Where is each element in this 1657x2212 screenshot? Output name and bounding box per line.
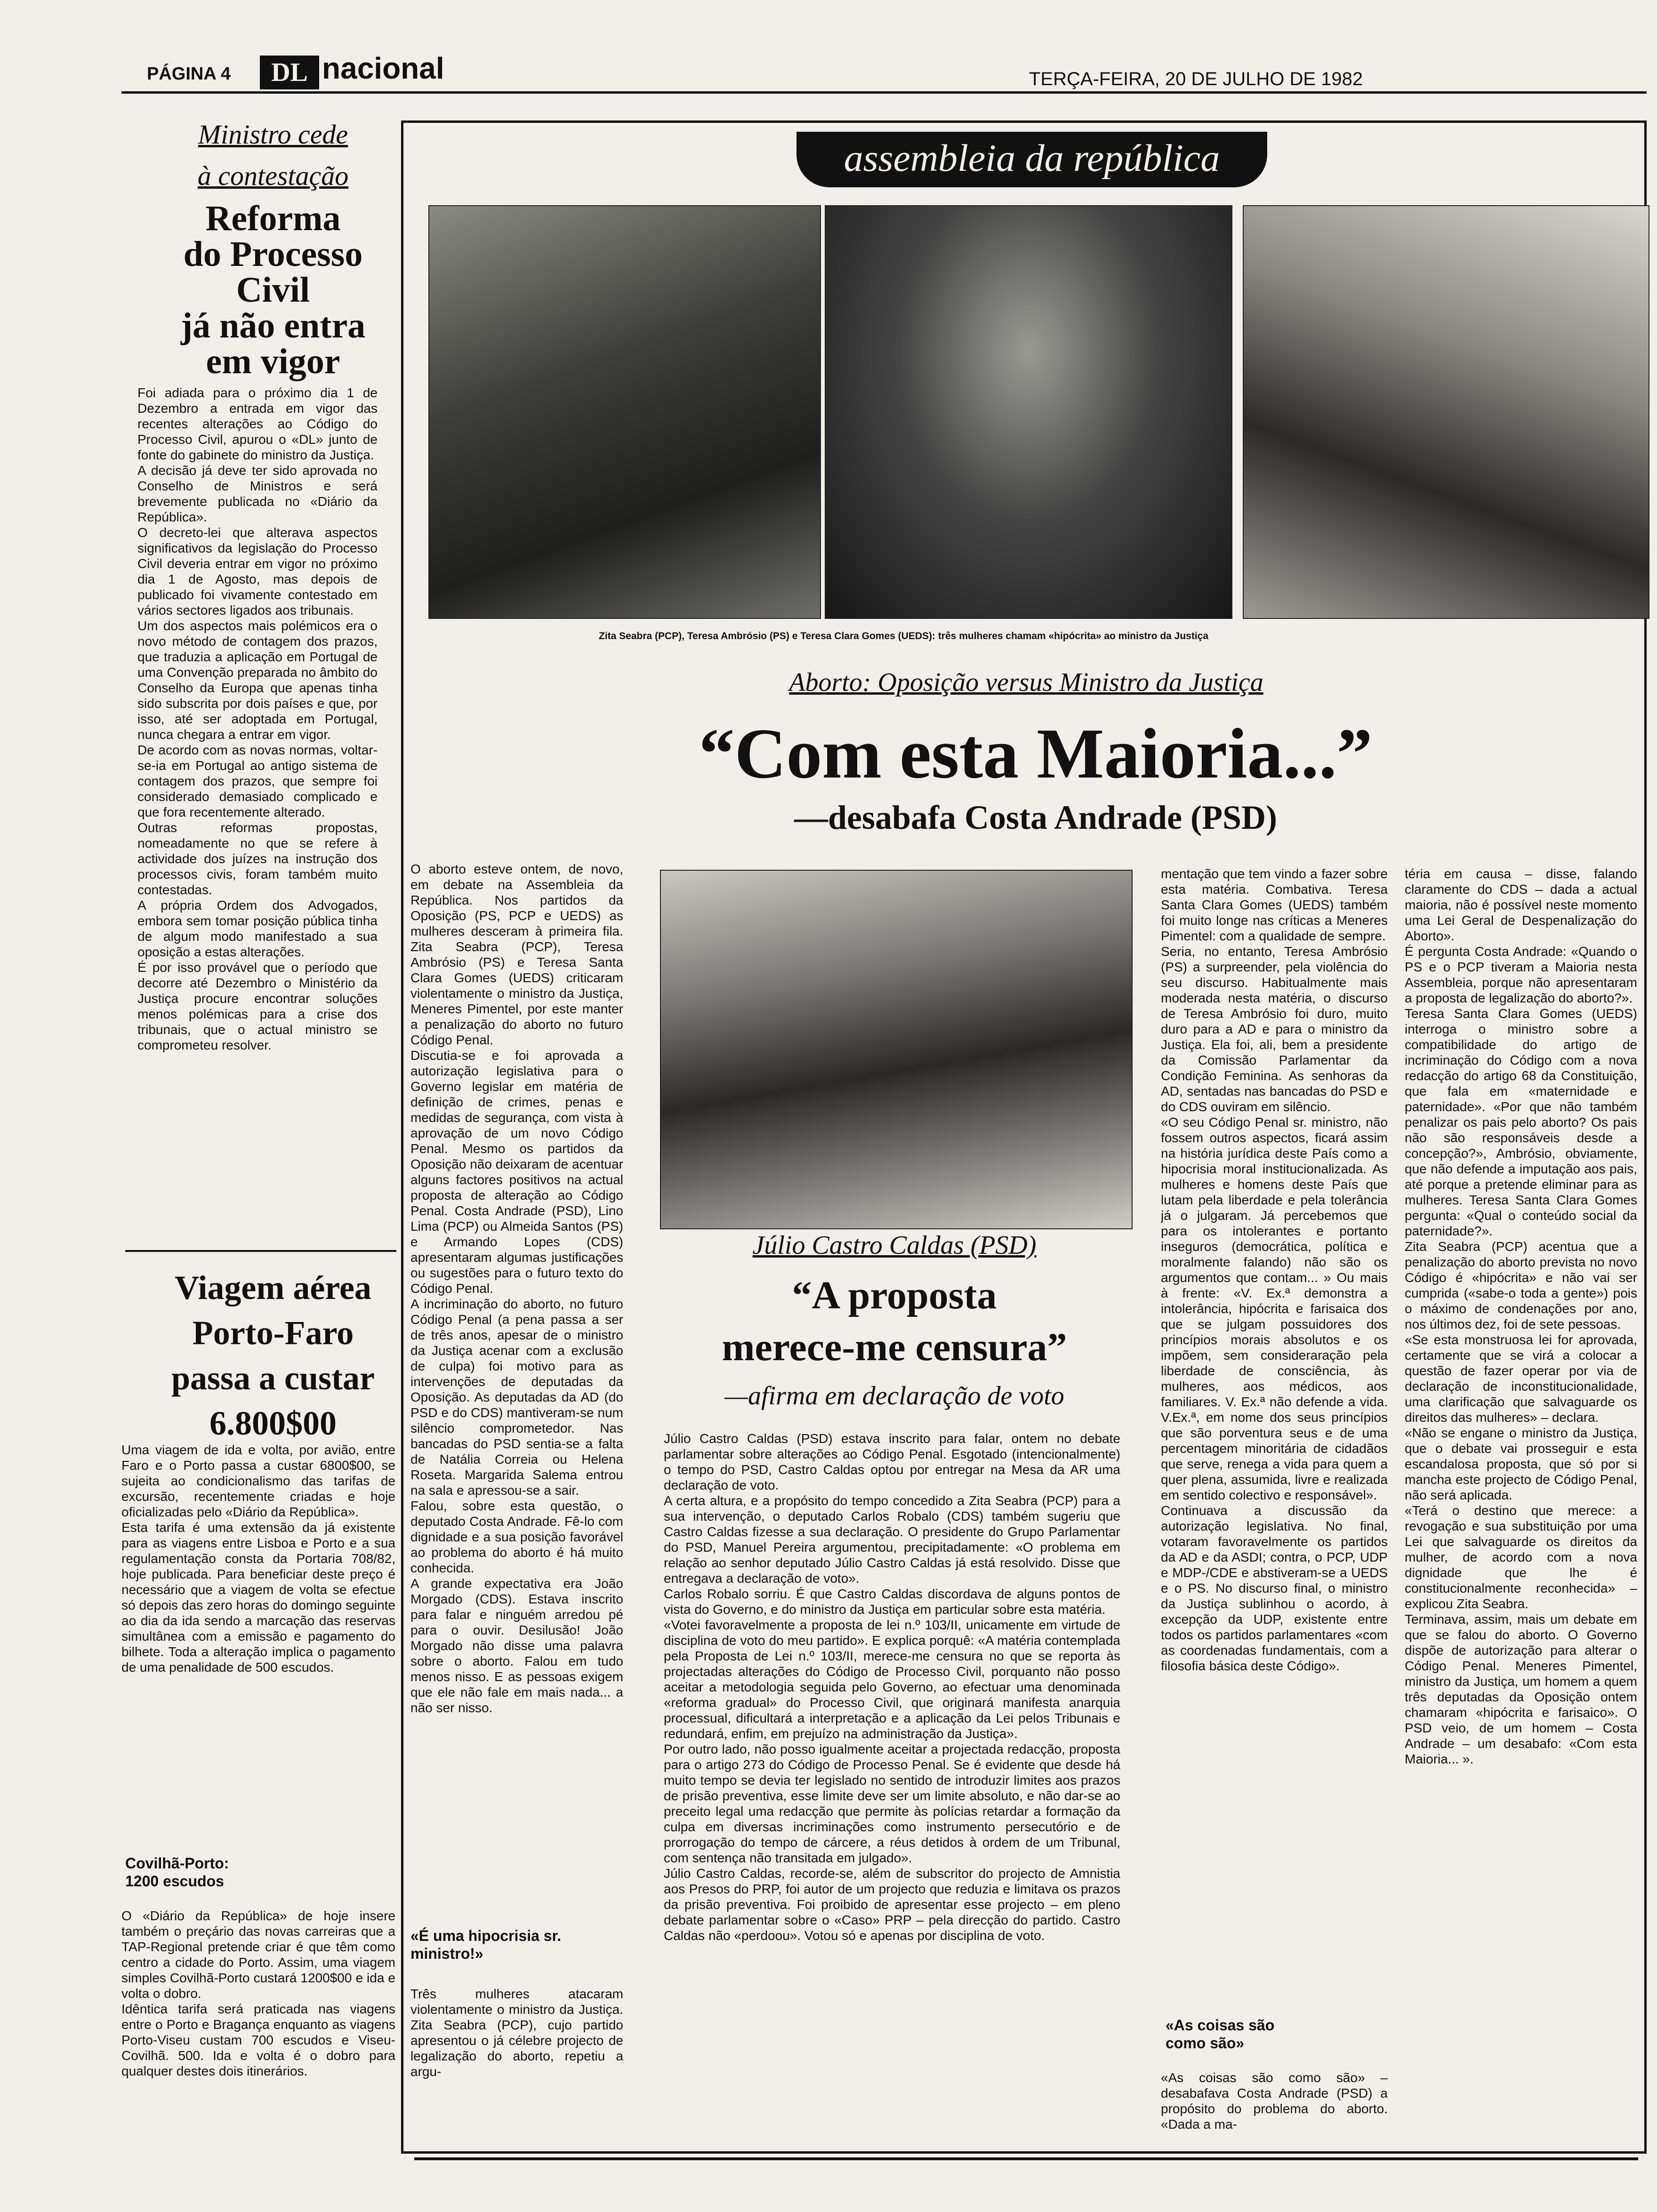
main-col1-sub-body: Três mulheres atacaram violentamente o ministro da Justiça. Zita Seabra (PCP), cujo partido apresentou o já célebre projecto de legalização do aborto, repetiu a argu-	[410, 1987, 623, 2079]
hipocrisia-subhead: «É uma hipocrisia sr. ministro!»	[410, 1927, 562, 1962]
covilha-porto-subhead: Covilhã-Porto: 1200 escudos	[125, 1855, 229, 1890]
page-number: PÁGINA 4	[147, 64, 231, 84]
issue-date: TERÇA-FEIRA, 20 DE JULHO DE 1982	[1029, 69, 1363, 89]
story1-body: Foi adiada para o próximo dia 1 de Dezembro a entrada em vigor das recentes alterações ao Código do Processo Civil, apurou o «DL» junto de fonte do gabinete do ministro da Justiça. A decisão já deve ter sido aprovada no Conselho de Ministros e será brevemente publicada no «Diário da República». O decreto-lei que alterava aspectos significativos da legislação do Processo Civil deveria entrar em vigor no próximo dia 1 de Agosto, mas depois de publicado foi vivamente contestado em vários sectores ligados aos tribunais. Um dos aspectos mais polémicos era o novo método de contagem dos prazos, que traduzia a aplicação em Portugal de uma Convenção preparada no âmbito do Conselho da Europa que apenas tinha sido subscrita por dois países e que, por isso, até ser adoptada em Portugal, nunca chegara a entrar em vigor. De acordo com as novas normas, voltar-se-ia em Portugal ao antigo sistema de contagem dos prazos, que sempre foi considerado demasiado complicado e que fora recentemente alterado. Outras reformas propostas, nomeadamente no que se refere à actividade dos juízes na instrução dos processos civis, foram também muito contestadas. A própria Ordem dos Advogados, embora sem tomar posição pública tinha de algum modo manifestado a sua oposição a estas alterações. É por isso provável que o período que decorre até Dezembro o Ministério da Justiça procure encontrar soluções menos polémicas para a crise dos tribunais, que o actual ministro se comprometeu resolver.	[137, 385, 378, 1052]
story2-body: Uma viagem de ida e volta, por avião, entre Faro e o Porto passa a custar 6800$00, se sujeita ao condicionalismo das tarifas de excursão, recentemente criadas e hoje oficializadas pelo «Diário da República». Esta tarifa é uma extensão da já existente para as viagens entre Lisboa e Porto e a sua regulamentação consta da Portaria 708/82, hoje publicada. Para beneficiar deste preço é necessário que a viagem de volta se efectue só depois das zero horas do domingo seguinte ao dia da ida sendo a marcação das reservas simultânea com a emissão e pagamento do bilhete. Toda a alteração implica o pagamento de uma penalidade de 500 escudos.	[121, 1443, 395, 1675]
photo-costa-andrade	[660, 870, 1133, 1229]
main-col4-body: téria em causa – disse, falando claramente do CDS – dada a actual maioria, não é possível neste momento uma Lei Geral de Despenalização do Aborto». É pergunta Costa Andrade: «Quando o PS e o PCP tiveram a Maioria nesta Assembleia, porque não apresentaram a proposta de legalização do aborto?». Teresa Santa Clara Gomes (UEDS) interroga o ministro sobre a compatibilidade do artigo de incriminação do Código com a nova redacção do artigo 68 da Constituição, que fala em «maternidade e paternidade». «Por que não também penalizar os pais pelo aborto? Os pais não são responsáveis desde a concepção?», Ambrósio, obviamente, que não defende a imputação aos pais, até porque a pretende eliminar para as mulheres. Teresa Santa Clara Gomes pergunta: «Qual o conteúdo social da paternidade?». Zita Seabra (PCP) acentua que a penalização do aborto prevista no novo Código é «hipócrita» e não vai ser cumprida («sabe-o toda a gente») pois o máximo de condenações por ano, nos últimos dez, foi de sete pessoas. «Se esta monstruosa lei for aprovada, certamente que se virá a colocar a questão de fazer operar por via de declaração de inconstitucionalidade, uma clarificação que salvaguarde os direitos das mulheres» – declara. «Não se engane o ministro da Justiça, que o debate vai prosseguir e esta escandalosa proposta, que só por si mancha este projecto de Código Penal, não será aplicada. «Terá o destino que merece: a revogação e sua substituição por uma Lei que salvaguarde os direitos da mulher, de acordo com a nova dignidade que lhe é constitucionalmente reconhecida» – explicou Zita Seabra. Terminava, assim, mais um debate em que se falou do aborto. O Governo dispõe de autorização para alterar o Código Penal. Meneres Pimentel, ministro da Justiça, um homem a quem três deputadas da Oposição ontem chamaram «hipócrita e farisaico». O PSD veio, de um homem – Costa Andrade – um desabafo: «Com esta Maioria... ».	[1405, 866, 1637, 1766]
banner-assembleia: assembleia da república	[796, 132, 1267, 187]
inset-kicker: Júlio Castro Caldas (PSD)	[752, 1231, 1037, 1260]
photo-teresa-clara-gomes	[1243, 205, 1649, 619]
inset-headline: “A proposta merece-me censura”	[722, 1274, 1067, 1369]
photo-caption: Zita Seabra (PCP), Teresa Ambrósio (PS) e Teresa Clara Gomes (UEDS): três mulheres chamam «hipócrita» ao ministro da Justiça	[599, 631, 1209, 641]
bottom-rule	[414, 2157, 1638, 2160]
inset-subheadline: —afirma em declaração de voto	[724, 1381, 1064, 1411]
paper-logo: DL	[260, 56, 319, 89]
main-kicker: Aborto: Oposição versus Ministro da Justiça	[789, 668, 1263, 697]
story1-kicker-line1: Ministro cede	[198, 119, 348, 150]
covilha-porto-body: O «Diário da República» de hoje insere também o preçário das novas carreiras que a TAP-Regional pretende criar é que têm como centro a cidade do Porto. Assim, uma viagem simples Covilhã-Porto custará 1200$00 e ida e volta o dobro. Idêntica tarifa será praticada nas viagens entre o Porto e Bragança enquanto as viagens Porto-Viseu custam 700 escudos e Viseu-Covilhã. 500. Ida e volta é o dobro para qualquer destes dois itinerários.	[121, 1908, 395, 2078]
section-name: nacional	[322, 51, 444, 85]
main-col1-body: O aborto esteve ontem, de novo, em debate na Assembleia da República. Nos partidos da Oposição (PS, PCP e UEDS) as mulheres desceram à primeira fila. Zita Seabra (PCP), Teresa Ambrósio (PS) e Teresa Santa Clara Gomes (UEDS) criticaram violentamente o ministro da Justiça, Meneres Pimentel, por este manter a penalização do aborto no futuro Código Penal. Discutia-se e foi aprovada a autorização legislativa para o Governo legislar em matéria de definição de crimes, penas e medidas de segurança, com vista à aprovação de um novo Código Penal. Mesmo os partidos da Oposição não deixaram de acentuar alguns factores positivos na actual proposta de alteração ao Código Penal. Costa Andrade (PSD), Lino Lima (PCP) ou Almeida Santos (PS) e Armando Lopes (CDS) apresentaram algumas justificações ou sugestões para o futuro texto do Código Penal. A incriminação do aborto, no futuro Código Penal (a pena passa a ser de três anos, apesar de o ministro da Justiça acenar com a exclusão de culpa) foi motivo para as intervenções de deputadas da Oposição. As deputadas da AD (do PSD e do CDS) mantiveram-se num silêncio comprometedor. Nas bancadas do PSD sentia-se a falta de Natália Correia ou Helena Roseta. Margarida Salema entrou na sala e apressou-se a sair. Falou, sobre esta questão, o deputado Costa Andrade. Fê-lo com dignidade e a sua posição favorável ao problema do aborto é há muito conhecida. A grande expectativa era João Morgado (CDS). Estava inscrito para falar e ninguém arredou pé para o ouvir. Desilusão! João Morgado não disse uma palavra sobre o aborto. Falou em tudo menos nisso. E as pessoas exigem que ele não fale em mais nada... a não ser nisso.	[410, 862, 623, 1715]
story1-end-rule	[125, 1250, 396, 1252]
coisas-subhead: «As coisas são como são»	[1166, 2017, 1275, 2052]
main-subheadline: —desabafa Costa Andrade (PSD)	[794, 799, 1278, 836]
header-rule	[121, 91, 1647, 94]
story1-kicker-line2: à contestação	[197, 160, 349, 191]
main-col3-body: mentação que tem vindo a fazer sobre esta matéria. Combativa. Teresa Santa Clara Gomes (UEDS) também foi muito longe nas críticas a Meneres Pimentel: com a qualidade de sempre. Seria, no entanto, Teresa Ambrósio (PS) a surpreender, pela violência do seu discurso. Habitualmente mais moderada nesta matéria, o discurso de Teresa Ambrósio foi duro, muito duro para a AD e para o ministro da Justiça. Ela foi, ali, bem a presidente da Comissão Parlamentar da Condição Feminina. As senhoras da AD, sentadas nas bancadas do PSD e do CDS ouviram em silêncio. «O seu Código Penal sr. ministro, não fossem outros aspectos, ficará assim na história jurídica deste País como a hipocrisia moral institucionalizada. As mulheres e homens deste País que lutam pela liberdade e pela tolerância já o julgaram. Já percebemos que para os intolerantes e portanto inseguros (democrática, política e moralmente falando) não são os argumentos que contam... » Ou mais à frente: «V. Ex.ª demonstra a intolerância, hipócrita e farisaica dos que se julgam possuidores dos princípios morais absolutos e os impõem, sem consideraração pela liberdade de consciência, às mulheres, aos médicos, aos familiares. V. Ex.ª não defende a vida. V.Ex.ª, em nome dos seus princípios que são porventura seus e de uma percentagem minoritária de cidadãos que serve, renega a vida para quem a quer plena, assumida, livre e realizada em sentido colectivo e responsável». Continuava a discussão da autorização legislativa. No final, votaram favoravelmente os partidos da AD e da ASDI; contra, o PCP, UDP e MDP-/CDE e abstiveram-se a UEDS e o PS. No discurso final, o ministro da Justiça sublinhou o acordo, à excepção da UDP, existente entre todos os partidos parlamentares «com as coordenadas fundamentais, com a filosofia básica deste Código».	[1161, 866, 1388, 1673]
photo-zita-seabra	[428, 205, 821, 619]
photo-teresa-ambrosio	[825, 205, 1232, 619]
main-headline: “Com esta Maioria...”	[699, 714, 1373, 793]
main-col3-sub-body: «As coisas são como são» – desabafava Costa Andrade (PSD) a propósito do problema do aborto. «Dada a ma-	[1161, 2070, 1388, 2132]
story2-headline: Viagem aérea Porto-Faro passa a custar 6.800$00	[171, 1269, 375, 1442]
story1-headline: Reforma do Processo Civil já não entra em vigor	[180, 199, 366, 381]
inset-body: Júlio Castro Caldas (PSD) estava inscrito para falar, ontem no debate parlamentar sobre alterações ao Código Penal. Esgotado (intencionalmente) o tempo do PSD, Castro Caldas optou por entregar na Mesa da AR uma declaração de voto. A certa altura, e a propósito do tempo concedido a Zita Seabra (PCP) para a sua intervenção, o deputado Carlos Robalo (CDS) também sugeriu que Castro Caldas fizesse a sua declaração. O presidente do Grupo Parlamentar do PSD, Manuel Pereira argumentou, precipitadamente: «O problema em relação ao senhor deputado Júlio Castro Caldas já está resolvido. Disse que entregava a declaração de voto». Carlos Robalo sorriu. É que Castro Caldas discordava de alguns pontos de vista do Governo, e do ministro da Justiça em particular sobre esta matéria. «Votei favoravelmente a proposta de lei n.º 103/II, unicamente em virtude de disciplina de voto do meu partido». E explica porquê: «A matéria contemplada pela Proposta de Lei n.º 103/II, merece-me censura no que se reporta às projectadas alterações do Código de Processo Civil, porquanto não posso aceitar a metodologia seguida pelo Governo, ao efectuar uma denominada «reforma gradual» do Processo Civil, que originará manifesta anarquia processual, dificultará a interpretação e a aplicação da Lei pelos Tribunais e redundará, enfim, em prejuízo na administração da Justiça». Por outro lado, não posso igualmente aceitar a projectada redacção, proposta para o artigo 273 do Código de Processo Penal. Se é evidente que desde há muito tempo se devia ter legislado no sentido de introduzir limites aos prazos de prisão preventiva, esse limite deve ser um limite absoluto, e não dar-se ao preceito legal uma redacção que permite às polícias retardar a formação da culpa em diversas incriminações como instrumento persecutório e de prorrogação do tempo de cárcere, a réus detidos à ordem de um Tribunal, com sentença não transitada em julgado». Júlio Castro Caldas, recorde-se, além de subscritor do projecto de Amnistia aos Presos do PRP, foi autor de um projecto que reduzia e limitava os prazos da prisão preventiva. Foi proibido de apresentar esse projecto – em pleno debate parlamentar sobre o «Caso» PRP – pela direcção do partido. Castro Caldas não «perdoou». Votou só e apenas por disciplina de voto.	[664, 1431, 1120, 1943]
